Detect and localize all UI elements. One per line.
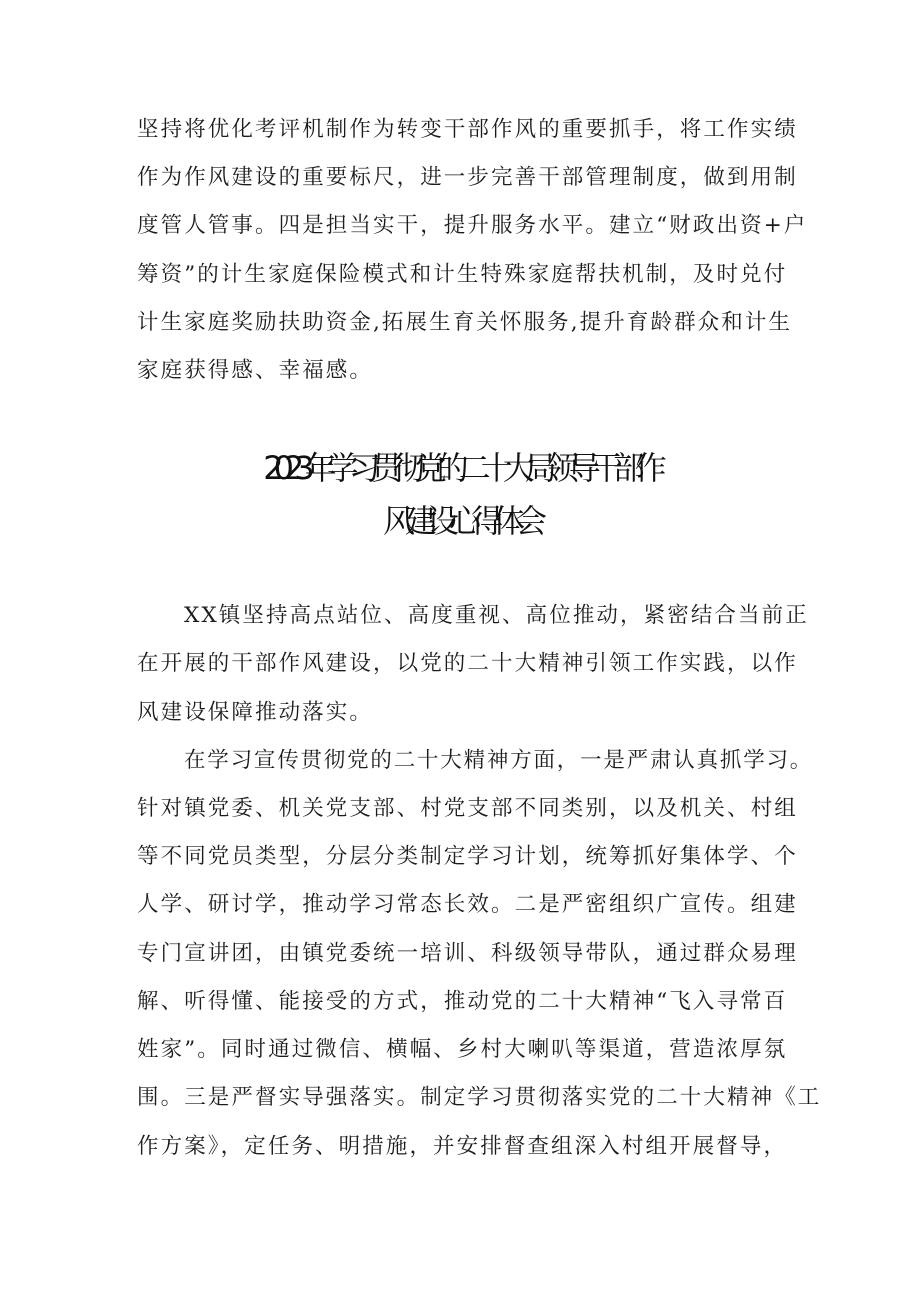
text-line: 人学、研讨学，推动学习常态长效。二是严密组织广宣传。组建 — [137, 892, 798, 917]
text-line: 围。三是严督实导强落实。制定学习贯彻落实党的二十大精神《工 — [137, 1085, 822, 1110]
text-line: 度管人管事。四是担当实干，提升服务水平。建立“财政出资+户 — [137, 213, 808, 238]
text-line: 作方案》，定任务、明措施，并安排督查组深入村组开展督导， — [137, 1134, 788, 1159]
title-line: 风建设心得体会 — [382, 502, 537, 540]
text-line: 专门宣讲团，由镇党委统一培训、科级领导带队，通过群众易理 — [137, 941, 798, 966]
text-line: 等不同党员类型，分层分类制定学习计划，统筹抓好集体学、个 — [137, 844, 798, 869]
text-line: 在学习宣传贯彻党的二十大精神方面，一是严肃认真抓学习。 — [184, 748, 814, 773]
text-line: XX镇坚持高点站位、高度重视、高位推动，紧密结合当前正 — [184, 603, 809, 628]
text-line: 解、听得懂、能接受的方式，推动党的二十大精神“飞入寻常百 — [137, 989, 788, 1014]
text-line: 风建设保障推动落实。 — [137, 700, 374, 725]
text-line: 作为作风建设的重要标尺，进一步完善干部管理制度，做到用制 — [137, 165, 798, 190]
title-line: 2023年学习贯彻党的二十大局领导干部作 — [263, 449, 657, 487]
text-line: 针对镇党委、机关党支部、村党支部不同类别，以及机关、村组 — [137, 796, 798, 821]
text-line: 在开展的干部作风建设，以党的二十大精神引领工作实践，以作 — [137, 651, 798, 676]
text-line: 姓家”。同时通过微信、横幅、乡村大喇叭等渠道，营造浓厚氛 — [137, 1037, 788, 1062]
text-line: 筹资”的计生家庭保险模式和计生特殊家庭帮扶机制，及时兑付 — [137, 262, 788, 287]
text-line: 坚持将优化考评机制作为转变干部作风的重要抓手，将工作实绩 — [137, 117, 798, 142]
text-line: 家庭获得感、幸福感。 — [137, 358, 374, 383]
text-line: 计生家庭奖励扶助资金,拓展生育关怀服务,提升育龄群众和计生 — [137, 310, 793, 335]
